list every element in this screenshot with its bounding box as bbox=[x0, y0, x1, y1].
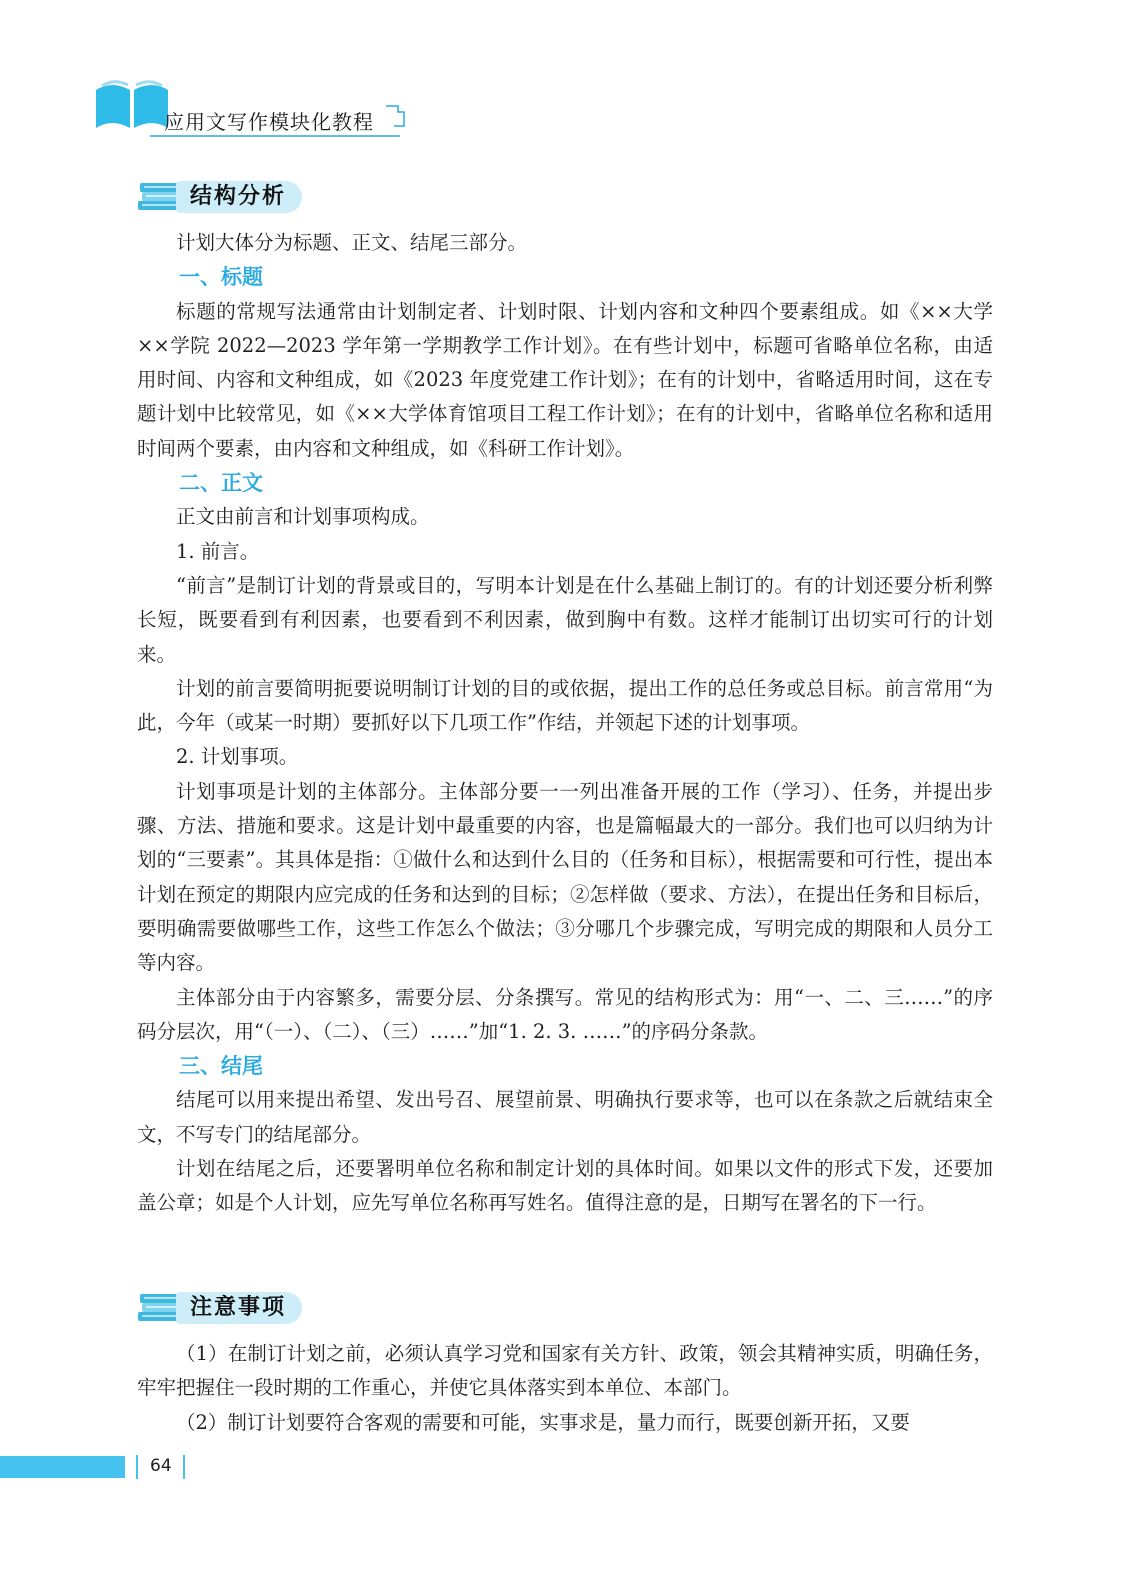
list-item: 2. 计划事项。 bbox=[176, 745, 299, 769]
section-badge-structure bbox=[136, 177, 326, 217]
header-title: 应用文写作模块化教程 bbox=[164, 110, 374, 134]
paragraph: 标题的常规写法通常由计划制定者、计划时限、计划内容和文种四个要素组成。如《××大学××学院 2022—2023 学年第一学期教学工作计划》。在有些计划中，标题可省略单位名称，由适用时间、内容和文种组成，如《2023 年度党建工作计划》；在有的计划中，省略适用时间，这在专题计划中比较常见，如《××大学体育馆项目工程工作计划》；在有的计划中，省略单位名称和适用时间两个要素，由内容和文种组成，如《科研工作计划》。 bbox=[137, 299, 993, 460]
section-title: 注意事项 bbox=[190, 1295, 287, 1320]
paragraph: 结尾可以用来提出希望、发出号召、展望前景、明确执行要求等，也可以在条款之后就结束全文，不写专门的结尾部分。 bbox=[137, 1088, 993, 1146]
footer-divider bbox=[136, 1455, 138, 1479]
footer-bar bbox=[0, 1456, 125, 1478]
paragraph: “前言”是制订计划的背景或目的，写明本计划是在什么基础上制订的。有的计划还要分析利弊长短，既要看到有利因素，也要看到不利因素，做到胸中有数。这样才能制订出切实可行的计划来。 bbox=[137, 573, 993, 666]
heading-title-part: 一、标题 bbox=[179, 265, 263, 290]
footer-divider bbox=[183, 1455, 185, 1479]
page-number: 64 bbox=[150, 1456, 172, 1476]
paragraph: 计划在结尾之后，还要署明单位名称和制定计划的具体时间。如果以文件的形式下发，还要加盖公章；如是个人计划，应先写单位名称再写姓名。值得注意的是，日期写在署名的下一行。 bbox=[137, 1157, 993, 1215]
paragraph: 计划事项是计划的主体部分。主体部分要一一列出准备开展的工作（学习）、任务，并提出步骤、方法、措施和要求。这是计划中最重要的内容，也是篇幅最大的一部分。我们也可以归纳为计划的“三要素”。其具体是指：①做什么和达到什么目的（任务和目标），根据需要和可行性，提出本计划在预定的期限内应完成的任务和达到的目标；②怎样做（要求、方法），在提出任务和目标后，要明确需要做哪些工作，这些工作怎么个做法；③分哪几个步骤完成，写明完成的期限和人员分工等内容。 bbox=[137, 779, 993, 975]
main-content bbox=[137, 226, 993, 1221]
section-badge-notes bbox=[136, 1288, 326, 1328]
heading-ending-part: 三、结尾 bbox=[179, 1054, 263, 1079]
section-title: 结构分析 bbox=[190, 184, 287, 209]
paragraph: 计划大体分为标题、正文、结尾三部分。 bbox=[176, 231, 528, 254]
heading-body-part: 二、正文 bbox=[179, 471, 263, 496]
page-header bbox=[88, 72, 418, 140]
paragraph: 正文由前言和计划事项构成。 bbox=[176, 505, 430, 529]
notes-content bbox=[137, 1337, 993, 1440]
note-item: （1）在制订计划之前，必须认真学习党和国家有关方针、政策，领会其精神实质，明确任务，牢牢把握住一段时期的工作重心，并使它具体落实到本单位、本部门。 bbox=[137, 1342, 993, 1400]
paragraph: 主体部分由于内容繁多，需要分层、分条撰写。常见的结构形式为：用“一、二、三……”的序码分层次，用“（一）、（二）、（三）……”加“1. 2. 3. ……”的序码分条款。 bbox=[137, 985, 993, 1043]
list-item: 1. 前言。 bbox=[176, 539, 260, 563]
note-item: （2）制订计划要符合客观的需要和可能，实事求是，量力而行，既要创新开拓，又要 bbox=[176, 1410, 910, 1434]
paragraph: 计划的前言要简明扼要说明制订计划的目的或依据，提出工作的总任务或总目标。前言常用“为此，今年（或某一时期）要抓好以下几项工作”作结，并领起下述的计划事项。 bbox=[137, 676, 993, 735]
